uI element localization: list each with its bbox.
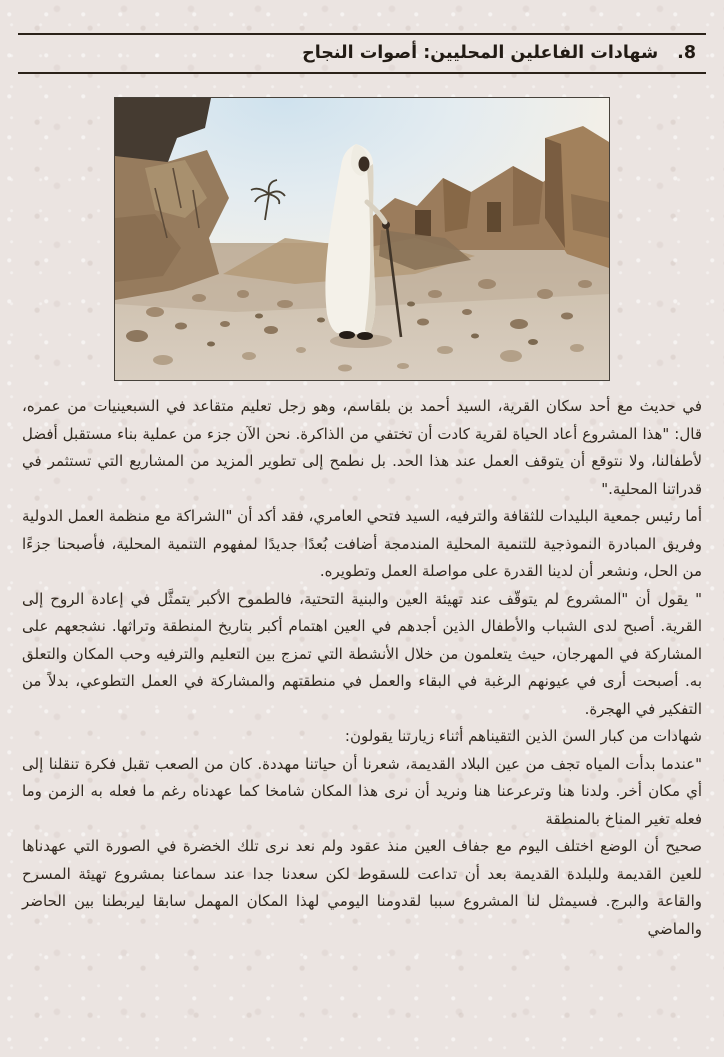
paragraph-association-president: أما رئيس جمعية البليدات للثقافة والترفيه، السيد فتحي العامري، فقد أكد أن "الشراكة مع منظمة العمل الدولية وفريق المبادرة النموذجية للتنمية المحلية المندمجة أضافت بُعدًا جديدًا لمفهوم التنمية المحلية، فأصبحنا جزءًا من الحل، ونشعر أن لدينا القدرة على مواصلة العمل وتطويره. xyxy=(22,507,702,580)
section-title: شهادات الفاعلين المحليين: أصوات النجاح xyxy=(302,43,659,63)
paragraph-elders-intro: شهادات من كبار السن الذين التقيناهم أثناء زيارتنا يقولون: xyxy=(344,727,702,745)
foot-right xyxy=(357,332,373,340)
paragraph-resident-quote: في حديث مع أحد سكان القرية، السيد أحمد بن بلقاسم، وهو رجل تعليم متقاعد في السبعينيات من عمره، قال: "هذا المشروع أعاد الحياة لقرية كادت أن تختفي من الذاكرة. نحن الآن جزء من عملية بناء مستقبل أفضل لأطفالنا، ولا نتوقع أن يتوقف العمل عند هذا الحد. بل نطمح إلى تطوير المزيد من المشاريع التي تستثمر في قدراتنا المحلية." xyxy=(22,397,702,498)
face xyxy=(359,157,370,172)
paragraph-elders-quote-1: "عندما بدأت المياه تجف من عين البلاد القديمة، شعرنا أن حياتنا مهددة. كان من الصعب تقبل فكرة تنقلنا إلى أي مكان أخر. ولدنا هنا وترعرعنا هنا ونريد أن نرى هذا المكان شامخا كما عهدناه رغم ما فعله به الزمن وما فعله تغير المناخ بالمنطقة xyxy=(22,754,702,828)
paragraph-elders-quote-2: صحيح أن الوضع اختلف اليوم مع جفاف العين منذ عقود ولم نعد نرى تلك الخضرة في الصورة التي عهدناها للعين القديمة وللبلدة القديمة بعد أن تداعت للسقوط لكن سعدنا جدا عند سماعنا بمشروع تهيئة المسرح والقاعة والبرج. فسيمثل لنا المشروع سببا لقدومنا اليومي لهذا المكان المهمل سابقا ليربطنا بين الحاضر والماضي xyxy=(22,837,702,938)
body-text xyxy=(22,393,702,943)
section-number: 8. xyxy=(677,43,696,63)
section-heading xyxy=(18,33,706,74)
photo-figure xyxy=(114,97,610,381)
page-content xyxy=(0,33,724,943)
ruins-photo xyxy=(115,98,609,380)
foot-left xyxy=(339,331,355,339)
document-page xyxy=(0,33,724,1057)
paragraph-project-ambition: " يقول أن "المشروع لم يتوقّف عند تهيئة العين والبنية التحتية، فالطموح الأكبر يتمثَّل في إعادة الروح إلى القرية. أصبح لدى الشباب والأطفال الذين أجدهم في العين اهتمام أكبر بتاريخ المنطقة وتراثها. نشجعهم على المشاركة في المهرجان، حيث يتعلمون من خلال الأنشطة التي تمزج بين التعليم والترفيه وحب المكان والتعلق به. أصبحت أرى في عيونهم الرغبة في البقاء والعمل في منطقتهم والمشاركة في العمل التطوعي، بدلاً من التفكير في الهجرة. xyxy=(22,589,702,718)
